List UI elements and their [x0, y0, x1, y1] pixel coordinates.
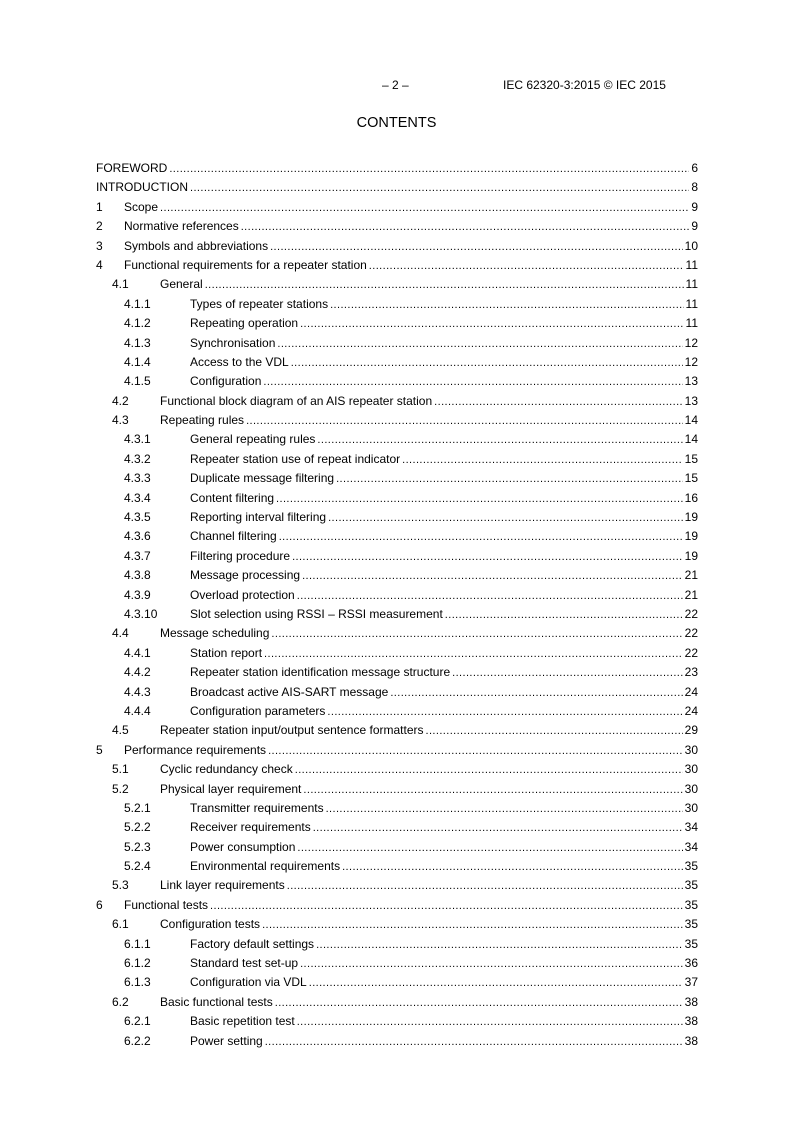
toc-entry[interactable]: [96, 489, 698, 508]
toc-entry[interactable]: [96, 838, 698, 857]
toc-entry[interactable]: [96, 741, 698, 760]
toc-entry-title: Normative references: [124, 219, 239, 234]
toc-entry-page: 35: [684, 859, 698, 874]
toc-dot-leader: [313, 819, 683, 838]
standard-reference: IEC 62320-3:2015 © IEC 2015: [503, 78, 666, 92]
toc-entry-page: 14: [684, 413, 698, 428]
toc-entry[interactable]: [96, 799, 698, 818]
toc-entry[interactable]: [96, 450, 698, 469]
toc-entry-title: Configuration via VDL: [190, 975, 307, 990]
toc-entry[interactable]: [96, 469, 698, 488]
toc-dot-leader: [297, 1013, 683, 1032]
toc-entry-page: 38: [684, 994, 698, 1009]
toc-entry-number: 5.1: [112, 762, 129, 777]
toc-entry-title: Access to the VDL: [190, 354, 289, 369]
toc-entry[interactable]: [96, 683, 698, 702]
toc-dot-leader: [276, 490, 683, 509]
toc-entry-number: 4.1.5: [124, 374, 151, 389]
toc-dot-leader: [316, 936, 683, 955]
toc-entry-page: 11: [685, 296, 698, 311]
toc-entry-title: Factory default settings: [190, 936, 315, 951]
toc-dot-leader: [330, 296, 683, 315]
toc-dot-leader: [292, 548, 683, 567]
toc-entry-page: 36: [684, 956, 698, 971]
toc-dot-leader: [297, 839, 682, 858]
toc-entry-title: Content filtering: [190, 490, 275, 505]
toc-dot-leader: [277, 335, 682, 354]
toc-dot-leader: [336, 470, 683, 489]
toc-dot-leader: [302, 567, 683, 586]
toc-entry-page: 38: [684, 1033, 698, 1048]
toc-entry-number: 4.3.2: [124, 451, 151, 466]
toc-entry-page: 15: [684, 471, 698, 486]
toc-entry-page: 34: [684, 839, 698, 854]
toc-entry[interactable]: [96, 896, 698, 915]
toc-entry-title: Types of repeater stations: [190, 296, 329, 311]
toc-entry[interactable]: [96, 392, 698, 411]
toc-entry-title: Message scheduling: [160, 626, 270, 641]
toc-dot-leader: [369, 257, 684, 276]
toc-entry-title: Repeating operation: [190, 316, 299, 331]
toc-entry-page: 35: [684, 897, 698, 912]
toc-entry-number: 6: [96, 897, 103, 912]
toc-entry-page: 35: [684, 917, 698, 932]
toc-entry-title: Reporting interval filtering: [190, 510, 327, 525]
toc-entry[interactable]: [96, 334, 698, 353]
toc-entry-page: 12: [684, 354, 698, 369]
toc-entry-number: 4.4.2: [124, 665, 151, 680]
toc-dot-leader: [246, 412, 683, 431]
toc-entry-page: 24: [684, 703, 698, 718]
toc-entry[interactable]: [96, 198, 698, 217]
toc-dot-leader: [303, 781, 682, 800]
toc-entry-page: 12: [684, 335, 698, 350]
toc-entry[interactable]: [96, 624, 698, 643]
toc-entry-number: 4.3.6: [124, 529, 151, 544]
toc-entry-number: 5.3: [112, 878, 129, 893]
toc-entry[interactable]: [96, 372, 698, 391]
toc-entry[interactable]: [96, 566, 698, 585]
toc-entry-page: 30: [684, 762, 698, 777]
toc-entry-number: 6.2.2: [124, 1033, 151, 1048]
toc-entry-page: 23: [684, 665, 698, 680]
toc-entry-title: Filtering procedure: [190, 548, 291, 563]
toc-entry-title: Scope: [124, 199, 159, 214]
toc-entry-title: Repeater station identification message structure: [190, 665, 451, 680]
toc-entry-page: 35: [684, 878, 698, 893]
toc-entry[interactable]: [96, 430, 698, 449]
toc-entry-title: Synchronisation: [190, 335, 276, 350]
toc-entry-page: 35: [684, 936, 698, 951]
toc-entry[interactable]: [96, 295, 698, 314]
toc-entry-title: Configuration tests: [160, 917, 261, 932]
toc-entry-page: 37: [684, 975, 698, 990]
toc-entry-page: 38: [684, 1014, 698, 1029]
page-number: – 2 –: [382, 78, 409, 92]
toc-entry-title: Configuration parameters: [190, 703, 326, 718]
toc-entry[interactable]: [96, 876, 698, 895]
toc-entry-number: 4.2: [112, 393, 129, 408]
toc-entry-number: 4.3.1: [124, 432, 151, 447]
toc-dot-leader: [263, 373, 682, 392]
toc-entry-page: 6: [691, 161, 698, 175]
toc-entry[interactable]: [96, 644, 698, 663]
toc-entry-number: 6.2.1: [124, 1014, 151, 1029]
toc-dot-leader: [265, 1033, 683, 1052]
toc-entry-number: 5.2.4: [124, 859, 151, 874]
toc-entry[interactable]: [96, 1012, 698, 1031]
toc-entry[interactable]: [96, 993, 698, 1012]
toc-entry[interactable]: [96, 935, 698, 954]
toc-dot-leader: [262, 916, 683, 935]
toc-entry-page: 29: [684, 723, 698, 738]
toc-entry-title: General: [160, 277, 203, 292]
toc-entry-number: 3: [96, 238, 103, 253]
toc-dot-leader: [300, 315, 683, 334]
toc-entry-number: 5: [96, 742, 103, 757]
toc-entry-page: 34: [684, 820, 698, 835]
toc-dot-leader: [295, 761, 683, 780]
toc-entry-page: 11: [685, 257, 698, 272]
toc-entry-title: Performance requirements: [124, 742, 267, 757]
toc-entry-title: Standard test set-up: [190, 956, 299, 971]
toc-entry[interactable]: [96, 256, 698, 275]
toc-entry-number: 4.3.3: [124, 471, 151, 486]
toc-entry-number: 6.1.2: [124, 956, 151, 971]
toc-entry-number: 4.4.3: [124, 684, 151, 699]
toc-entry-number: 4.1.1: [124, 296, 151, 311]
toc-entry-number: 4.3.5: [124, 510, 151, 525]
toc-entry-number: 6.1: [112, 917, 129, 932]
toc-entry-title: Station report: [190, 645, 263, 660]
toc-entry-page: 22: [684, 626, 698, 641]
toc-dot-leader: [327, 703, 682, 722]
toc-entry-title: Basic repetition test: [190, 1014, 295, 1029]
toc-dot-leader: [452, 664, 683, 683]
toc-entry-title: Channel filtering: [190, 529, 277, 544]
toc-dot-leader: [317, 431, 682, 450]
toc-entry[interactable]: [96, 508, 698, 527]
toc-entry-title: Environmental requirements: [190, 859, 341, 874]
toc-entry-title: FOREWORD: [96, 161, 168, 175]
toc-entry-title: Message processing: [190, 568, 301, 583]
toc-entry-title: Repeating rules: [160, 413, 245, 428]
toc-entry-number: 4.1.4: [124, 354, 151, 369]
toc-entry-page: 30: [684, 800, 698, 815]
page-title: CONTENTS: [356, 115, 437, 131]
toc-entry-title: Functional requirements for a repeater station: [124, 257, 367, 272]
toc-entry-page: 13: [684, 374, 698, 389]
toc-entry-page: 21: [684, 568, 698, 583]
toc-entry-number: 4.3.10: [124, 606, 158, 621]
toc-dot-leader: [190, 179, 689, 198]
toc-entry[interactable]: [96, 527, 698, 546]
toc-entry-number: 5.2: [112, 781, 129, 796]
toc-entry-number: 1: [96, 199, 103, 214]
toc-entry-title: Receiver requirements: [190, 820, 311, 835]
toc-dot-leader: [160, 199, 689, 218]
toc-entry-number: 4.3.8: [124, 568, 151, 583]
toc-dot-leader: [300, 955, 683, 974]
toc-entry-title: Repeater station input/output sentence formatters: [160, 723, 424, 738]
toc-entry-page: 11: [685, 316, 698, 331]
toc-entry-number: 4.1.2: [124, 316, 151, 331]
toc-entry[interactable]: [96, 237, 698, 256]
toc-dot-leader: [328, 509, 683, 528]
toc-dot-leader: [264, 645, 683, 664]
toc-entry[interactable]: [96, 818, 698, 837]
toc-entry-title: INTRODUCTION: [96, 180, 188, 195]
toc-entry-page: 13: [684, 393, 698, 408]
toc-dot-leader: [291, 354, 683, 373]
toc-entry[interactable]: [96, 314, 698, 333]
toc-entry[interactable]: [96, 159, 698, 178]
toc-entry[interactable]: [96, 915, 698, 934]
toc-entry[interactable]: [96, 721, 698, 740]
toc-dot-leader: [268, 742, 683, 761]
toc-entry-page: 14: [684, 432, 698, 447]
toc-entry[interactable]: [96, 954, 698, 973]
toc-dot-leader: [342, 858, 683, 877]
toc-entry[interactable]: [96, 780, 698, 799]
toc-dot-leader: [210, 897, 683, 916]
toc-entry-title: Physical layer requirement: [160, 781, 302, 796]
toc-entry-number: 4.3: [112, 413, 129, 428]
toc-entry[interactable]: [96, 178, 698, 197]
toc-entry-number: 4.3.4: [124, 490, 151, 505]
toc-entry-page: 11: [685, 277, 698, 292]
toc-entry[interactable]: [96, 353, 698, 372]
toc-entry-number: 4: [96, 257, 103, 272]
toc-entry-page: 22: [684, 606, 698, 621]
toc-entry-title: Cyclic redundancy check: [160, 762, 293, 777]
toc-entry[interactable]: [96, 857, 698, 876]
toc-entry-title: Slot selection using RSSI – RSSI measurement: [190, 606, 443, 621]
toc-entry-page: 30: [684, 781, 698, 796]
toc-entry[interactable]: [96, 275, 698, 294]
toc-entry-title: Duplicate message filtering: [190, 471, 335, 486]
toc-entry-number: 4.3.7: [124, 548, 151, 563]
toc-entry-number: 5.2.3: [124, 839, 151, 854]
toc-dot-leader: [426, 722, 683, 741]
toc-entry[interactable]: [96, 702, 698, 721]
toc-entry-number: 5.2.1: [124, 800, 151, 815]
toc-dot-leader: [287, 877, 683, 896]
toc-entry-page: 15: [684, 451, 698, 466]
toc-entry[interactable]: [96, 1032, 698, 1051]
toc-dot-leader: [241, 218, 690, 237]
toc-entry-title: Power setting: [190, 1033, 263, 1048]
toc-entry-number: 2: [96, 219, 103, 234]
toc-dot-leader: [297, 587, 683, 606]
toc-entry-number: 4.1.3: [124, 335, 151, 350]
toc-entry-page: 9: [691, 199, 698, 214]
toc-entry[interactable]: [96, 547, 698, 566]
toc-entry-page: 16: [684, 490, 698, 505]
toc-entry-title: Basic functional tests: [160, 994, 273, 1009]
toc-dot-leader: [275, 994, 683, 1013]
table-of-contents: [96, 159, 698, 1051]
toc-entry[interactable]: [96, 586, 698, 605]
toc-entry-number: 4.4.4: [124, 703, 151, 718]
toc-entry-title: Link layer requirements: [160, 878, 285, 893]
toc-entry-page: 19: [684, 510, 698, 525]
toc-dot-leader: [402, 451, 683, 470]
toc-entry-title: Transmitter requirements: [190, 800, 324, 815]
toc-entry[interactable]: [96, 605, 698, 624]
toc-entry-number: 4.4.1: [124, 645, 151, 660]
toc-entry-number: 4.5: [112, 723, 129, 738]
toc-entry-title: Functional block diagram of an AIS repeater station: [160, 393, 433, 408]
toc-entry[interactable]: [96, 217, 698, 236]
toc-entry-title: General repeating rules: [190, 432, 316, 447]
toc-entry-number: 6.1.3: [124, 975, 151, 990]
toc-entry-page: 30: [684, 742, 698, 757]
toc-dot-leader: [271, 625, 682, 644]
toc-entry-page: 19: [684, 529, 698, 544]
toc-entry-title: Overload protection: [190, 587, 295, 602]
toc-entry-number: 4.4: [112, 626, 129, 641]
toc-entry-title: Power consumption: [190, 839, 296, 854]
toc-entry-number: 6.2: [112, 994, 129, 1009]
toc-entry-number: 4.3.9: [124, 587, 151, 602]
toc-entry-title: Configuration: [190, 374, 262, 389]
toc-entry[interactable]: [96, 663, 698, 682]
toc-entry-title: Broadcast active AIS-SART message: [190, 684, 389, 699]
toc-dot-leader: [279, 528, 683, 547]
toc-dot-leader: [445, 606, 683, 625]
toc-entry[interactable]: [96, 973, 698, 992]
toc-dot-leader: [270, 238, 683, 257]
toc-entry-page: 22: [684, 645, 698, 660]
toc-entry-page: 19: [684, 548, 698, 563]
toc-dot-leader: [169, 160, 689, 179]
toc-entry[interactable]: [96, 760, 698, 779]
toc-entry-title: Symbols and abbreviations: [124, 238, 269, 253]
toc-entry-page: 21: [684, 587, 698, 602]
toc-dot-leader: [309, 974, 683, 993]
toc-entry[interactable]: [96, 411, 698, 430]
toc-dot-leader: [326, 800, 683, 819]
toc-entry-number: 4.1: [112, 277, 129, 292]
toc-entry-title: Repeater station use of repeat indicator: [190, 451, 401, 466]
toc-entry-page: 10: [684, 238, 698, 253]
toc-entry-number: 5.2.2: [124, 820, 151, 835]
toc-dot-leader: [205, 276, 684, 295]
toc-entry-page: 8: [691, 180, 698, 195]
toc-entry-page: 9: [691, 219, 698, 234]
toc-dot-leader: [390, 684, 682, 703]
toc-entry-number: 6.1.1: [124, 936, 151, 951]
toc-entry-title: Functional tests: [124, 897, 209, 912]
toc-dot-leader: [434, 393, 682, 412]
toc-entry-page: 24: [684, 684, 698, 699]
